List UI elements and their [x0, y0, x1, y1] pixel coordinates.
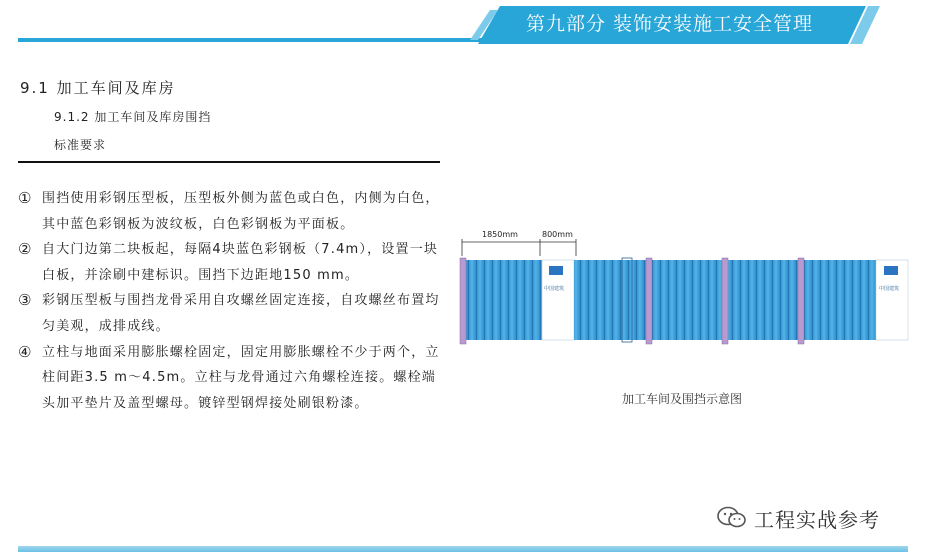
item-number: ③	[18, 291, 33, 310]
header-rule	[18, 38, 488, 42]
section-title: 9.1 加工车间及库房	[20, 79, 176, 97]
dimension-label: 800mm	[542, 230, 573, 239]
blue-panel	[574, 260, 646, 340]
item-number: ②	[18, 240, 33, 259]
blue-panel	[726, 260, 802, 340]
footer-rule	[18, 546, 908, 552]
dimension-lines	[462, 239, 576, 256]
fence-diagram	[452, 222, 912, 352]
standard-label: 标准要求	[54, 138, 107, 152]
section-divider	[18, 161, 440, 163]
figure-caption: 加工车间及围挡示意图	[622, 392, 743, 406]
requirement-item	[18, 340, 446, 417]
page-title: 第九部分 装饰安装施工安全管理	[526, 13, 814, 35]
logo-text: 中国建筑	[544, 286, 565, 292]
requirement-item	[18, 186, 446, 237]
section-subtitle: 9.1.2 加工车间及库房围挡	[54, 110, 212, 124]
blue-panel	[802, 260, 876, 340]
requirement-item	[18, 288, 446, 339]
item-text: 围挡使用彩钢压型板，压型板外侧为蓝色或白色，内侧为白色，其中蓝色彩钢板为波纹板，白色彩钢板为平面板。	[42, 191, 440, 232]
item-text: 彩钢压型板与围挡龙骨采用自攻螺丝固定连接，自攻螺丝布置均匀美观，成排成线。	[42, 293, 440, 334]
requirement-item	[18, 237, 446, 288]
logo-icon	[884, 266, 898, 275]
logo-icon	[549, 266, 563, 275]
requirement-list	[18, 186, 446, 416]
item-number: ①	[18, 189, 33, 207]
blue-panel	[650, 260, 722, 340]
wechat-icon	[716, 505, 748, 531]
item-text: 立柱与地面采用膨胀螺栓固定，固定用膨胀螺栓不少于两个，立柱间距3.5 m～4.5m。立柱与龙骨通过六角螺栓连接。螺栓端头加平垫片及盖型螺母。镀锌型钢焊接处刷银粉漆。	[42, 344, 440, 411]
watermark-text: 工程实战参考	[754, 507, 880, 532]
item-text: 自大门边第二块板起，每隔4块蓝色彩钢板（7.4m），设置一块白板，并涂刷中建标识。围挡下边距地150 mm。	[42, 242, 439, 283]
item-number: ④	[18, 342, 33, 361]
watermark	[716, 503, 880, 533]
blue-panel	[464, 260, 542, 340]
dimension-label: 1850mm	[482, 230, 518, 239]
logo-text: 中国建筑	[879, 286, 900, 292]
